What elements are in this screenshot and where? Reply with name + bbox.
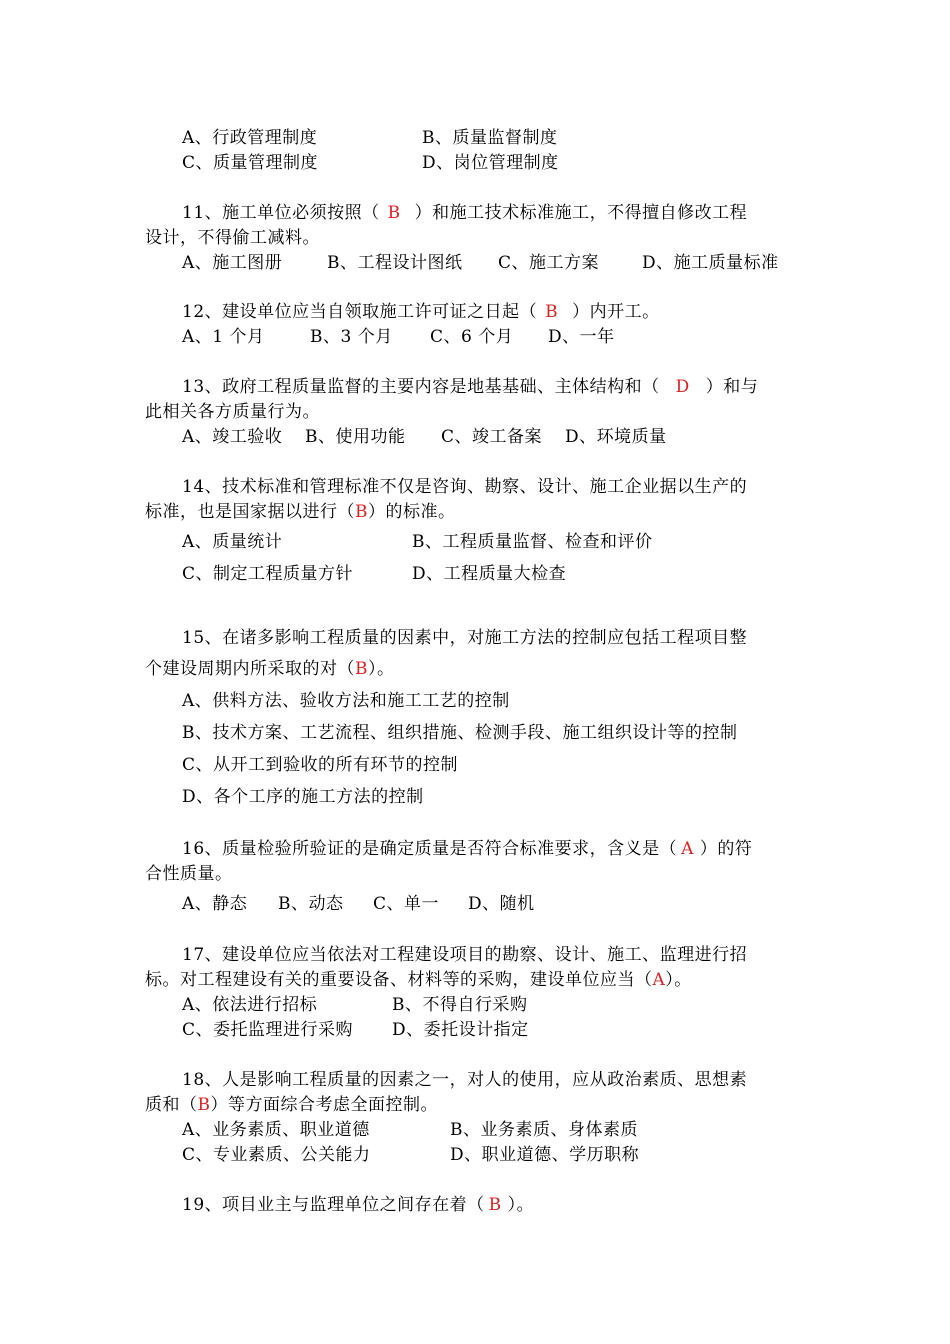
q18-stem-line2 (145, 1093, 438, 1117)
q16-stem-post: ）的符 (699, 839, 753, 859)
q13-option-a: A、竣工验收 (182, 427, 283, 447)
q18-option-b: B、业务素质、身体素质 (450, 1120, 638, 1140)
q11-stem-line1 (182, 201, 747, 225)
q16-stem-line2: 合性质量。 (145, 864, 233, 884)
q19-stem-pre: 19、项目业主与监理单位之间存在着（ (182, 1195, 485, 1215)
q11-stem-post: ）和施工技术标准施工，不得擅自修改工程 (414, 203, 748, 223)
q17-option-c: C、委托监理进行采购 (182, 1020, 354, 1040)
q17-option-a: A、依法进行招标 (182, 995, 318, 1015)
q13-stem-line1 (182, 375, 758, 399)
q12-option-c: C、6 个月 (430, 327, 514, 347)
q13-option-c: C、竣工备案 (441, 427, 543, 447)
q15-stem-line1: 15、在诸多影响工程质量的因素中，对施工方法的控制应包括工程项目整 (182, 628, 748, 648)
q10-option-d: D、岗位管理制度 (422, 153, 559, 173)
q15-option-b: B、技术方案、工艺流程、组织措施、检测手段、施工组织设计等的控制 (182, 723, 738, 743)
q18-stem-pre: 质和（ (145, 1095, 198, 1115)
q11-answer: B (387, 203, 401, 223)
q18-answer: B (197, 1095, 211, 1115)
q17-stem-line2 (145, 968, 692, 992)
q16-option-a: A、静态 (182, 894, 248, 914)
q11-option-d: D、施工质量标准 (642, 253, 779, 273)
q17-stem-line1: 17、建设单位应当依法对工程建设项目的勘察、设计、施工、监理进行招 (182, 945, 748, 965)
q16-option-c: C、单一 (373, 894, 440, 914)
q14-stem-pre: 标准，也是国家据以进行（ (145, 502, 355, 522)
q17-stem-post: ）。 (665, 970, 692, 990)
q11-stem-pre: 11、施工单位必须按照（ (182, 203, 380, 223)
q12-stem-line1 (182, 300, 660, 324)
q17-stem-pre: 标。对工程建设有关的重要设备、材料等的采购，建设单位应当（ (145, 970, 653, 990)
q19-stem-post: ）。 (507, 1195, 535, 1215)
q13-option-d: D、环境质量 (565, 427, 667, 447)
q14-stem-line2 (145, 500, 456, 524)
q14-answer: B (355, 502, 368, 522)
q12-option-d: D、一年 (548, 327, 615, 347)
q17-option-d: D、委托设计指定 (392, 1020, 529, 1040)
q13-stem-pre: 13、政府工程质量监督的主要内容是地基基础、主体结构和（ (182, 377, 660, 397)
q15-stem-post: ）。 (368, 659, 395, 679)
q14-option-d: D、工程质量大检查 (412, 564, 567, 584)
q19-stem-line1 (182, 1193, 534, 1217)
q16-option-b: B、动态 (278, 894, 344, 914)
q15-answer: B (355, 659, 368, 679)
q14-option-c: C、制定工程质量方针 (182, 564, 354, 584)
q14-option-b: B、工程质量监督、检查和评价 (412, 532, 653, 552)
q17-answer: A (652, 970, 666, 990)
q11-option-c: C、施工方案 (498, 253, 600, 273)
q14-stem-post: ）的标准。 (368, 502, 456, 522)
q13-stem-line2: 此相关各方质量行为。 (145, 402, 320, 422)
q14-stem-line1: 14、技术标准和管理标准不仅是咨询、勘察、设计、施工企业据以生产的 (182, 477, 748, 497)
q18-stem-line1: 18、人是影响工程质量的因素之一，对人的使用，应从政治素质、思想素 (182, 1070, 748, 1090)
q14-option-a: A、质量统计 (182, 532, 283, 552)
q18-stem-post: ）等方面综合考虑全面控制。 (210, 1095, 438, 1115)
q10-option-a: A、行政管理制度 (182, 128, 318, 148)
q16-option-d: D、随机 (468, 894, 535, 914)
q15-option-a: A、供料方法、验收方法和施工工艺的控制 (182, 691, 510, 711)
q16-stem-pre: 16、质量检验所验证的是确定质量是否符合标准要求，含义是（ (182, 839, 678, 859)
q18-option-a: A、业务素质、职业道德 (182, 1120, 370, 1140)
q17-option-b: B、不得自行采购 (392, 995, 528, 1015)
q15-option-c: C、从开工到验收的所有环节的控制 (182, 755, 459, 775)
q13-stem-post: ）和与 (705, 377, 759, 397)
q12-option-b: B、3 个月 (310, 327, 393, 347)
q10-option-b: B、质量监督制度 (422, 128, 558, 148)
q12-answer: B (545, 302, 559, 322)
q16-stem-line1 (182, 837, 752, 861)
q12-stem-pre: 12、建设单位应当自领取施工许可证之日起（ (182, 302, 538, 322)
q13-answer: D (675, 377, 690, 397)
q19-answer: B (488, 1195, 502, 1215)
q12-stem-post: ）内开工。 (572, 302, 660, 322)
q11-stem-line2: 设计，不得偷工减料。 (145, 228, 320, 248)
q11-option-b: B、工程设计图纸 (327, 253, 463, 273)
q10-option-c: C、质量管理制度 (182, 153, 319, 173)
q15-stem-line2 (145, 657, 395, 681)
q12-option-a: A、1 个月 (182, 327, 265, 347)
q15-stem-pre: 个建设周期内所采取的对（ (145, 659, 355, 679)
q15-option-d: D、各个工序的施工方法的控制 (182, 787, 424, 807)
q16-answer: A (681, 839, 694, 859)
q18-option-d: D、职业道德、学历职称 (450, 1145, 640, 1165)
q13-option-b: B、使用功能 (305, 427, 406, 447)
q11-option-a: A、施工图册 (182, 253, 283, 273)
q18-option-c: C、专业素质、公关能力 (182, 1145, 371, 1165)
